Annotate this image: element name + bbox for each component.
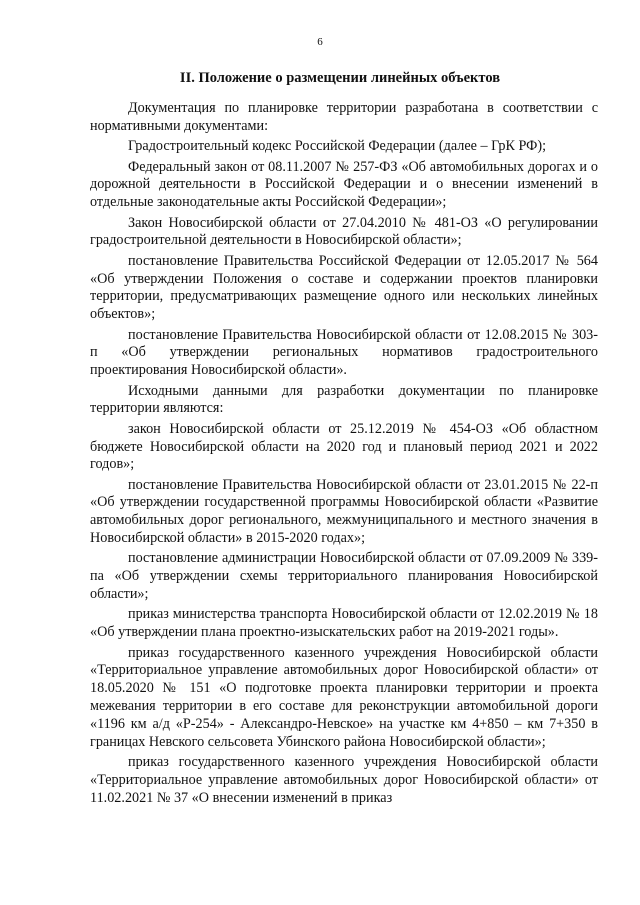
paragraph-gku-order-151: приказ государственного казенного учреждения Новосибирской области «Территориальное управление автомобильных дорог Новосибирской области» от 18.05.2020 № 151 «О подготовке проекта планировки территории и проекта межевания территории в его составе для реконструкции автомобильной дороги «1196 км а/д «Р-254» - Александро-Невское» на участке км 4+850 – км 7+350 в границах Невского сельсовета Убинского района Новосибирской области»; <box>90 644 598 750</box>
paragraph-intro: Документация по планировке территории разработана в соответствии с нормативными документами: <box>90 100 598 134</box>
paragraph-source-data-intro: Исходными данными для разработки документации по планировке территории являются: <box>90 382 598 417</box>
paragraph-gov-decree-564: постановление Правительства Российской Федерации от 12.05.2017 № 564 «Об утверждении Положения о составе и содержании проектов планировки территории, предусматривающих размещение одного или нескольких линейных объектов»; <box>90 252 598 323</box>
paragraph-nso-decree-303: постановление Правительства Новосибирской области от 12.08.2015 № 303-п «Об утверждении региональных нормативов градостроительного проектирования Новосибирской области». <box>90 326 598 379</box>
paragraph-regional-law: Закон Новосибирской области от 27.04.2010 № 481-ОЗ «О регулировании градостроительной деятельности в Новосибирской области»; <box>90 214 598 249</box>
paragraph-gku-order-37: приказ государственного казенного учреждения Новосибирской области «Территориальное управление автомобильных дорог Новосибирской области» от 11.02.2021 № 37 «О внесении изменений в приказ <box>90 754 598 806</box>
paragraph-transport-order-18: приказ министерства транспорта Новосибирской области от 12.02.2019 № 18 «Об утверждении плана проектно-изыскательских работ на 2019-2021 годы». <box>90 606 598 641</box>
section-title: II. Положение о размещении линейных объектов <box>179 70 501 86</box>
paragraph-federal-law: Федеральный закон от 08.11.2007 № 257-ФЗ «Об автомобильных дорогах и о дорожной деятельности в Российской Федерации и о внесении изменений в отдельные законодательные акты Российской Федерации»; <box>90 158 598 211</box>
paragraph-budget-law: закон Новосибирской области от 25.12.2019 № 454-ОЗ «Об областном бюджете Новосибирской области на 2020 год и плановый период 2021 и 2022 годов»; <box>90 420 598 473</box>
page-number: 6 <box>317 36 323 48</box>
paragraph-grk: Градостроительный кодекс Российской Федерации (далее – ГрК РФ); <box>128 138 547 155</box>
paragraph-nso-decree-22: постановление Правительства Новосибирской области от 23.01.2015 № 22-п «Об утверждении государственной программы Новосибирской области «Развитие автомобильных дорог регионального, межмуниципального и местного значения в Новосибирской области» в 2015-2020 годах»; <box>90 476 598 547</box>
paragraph-admin-decree-339: постановление администрации Новосибирской области от 07.09.2009 № 339-па «Об утверждении схемы территориального планирования Новосибирской области»; <box>90 550 598 603</box>
document-body <box>90 100 598 810</box>
